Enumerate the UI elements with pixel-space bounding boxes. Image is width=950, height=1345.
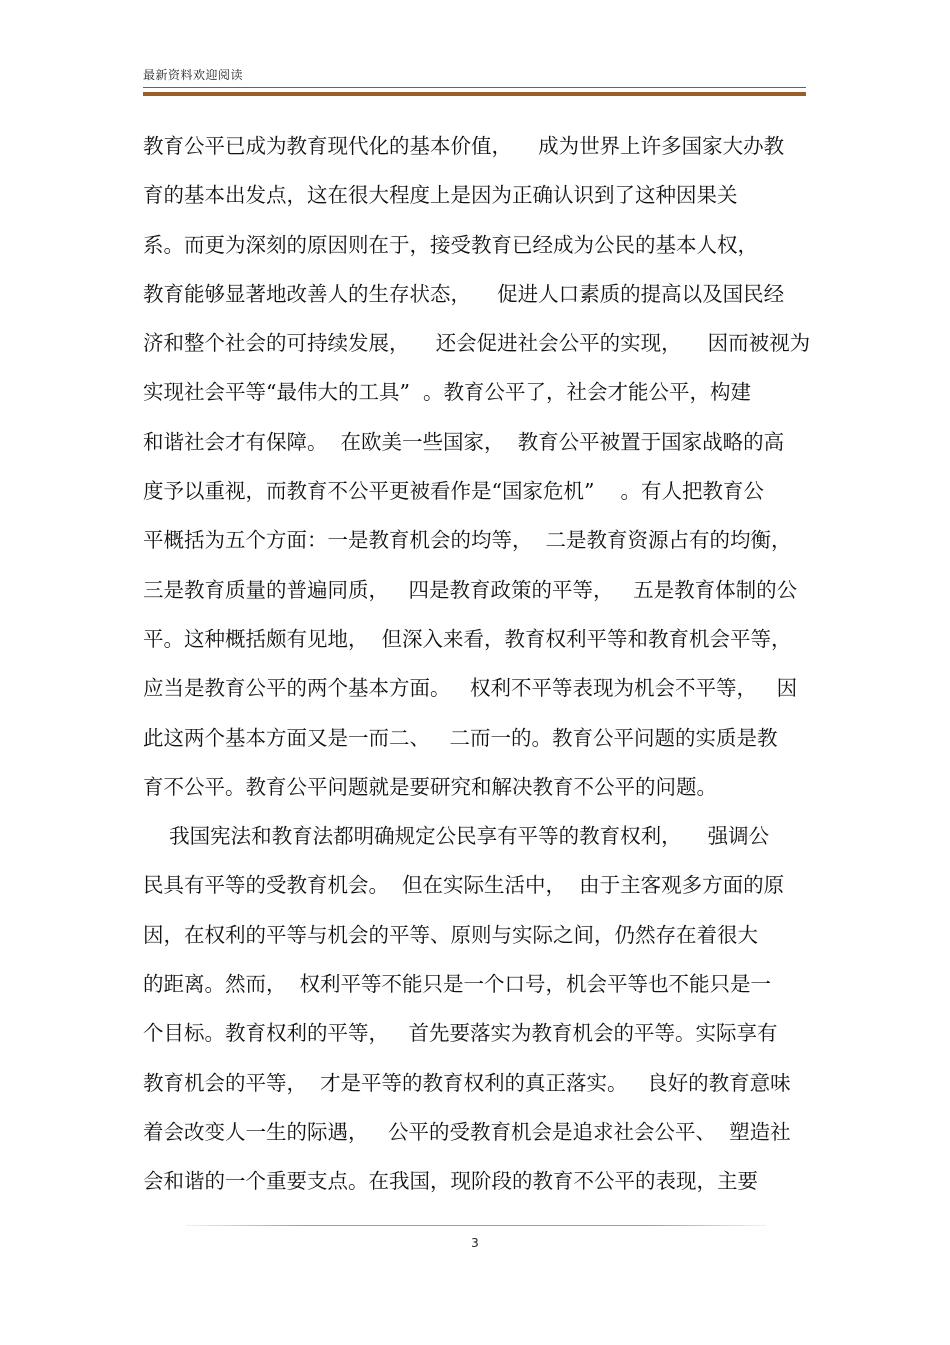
header-divider-thin <box>143 87 806 88</box>
text-line: 平。这种概括颇有见地， 但深入来看，教育权利平等和教育机会平等， <box>143 626 792 651</box>
text-line: 会和谐的一个重要支点。在我国，现阶段的教育不公平的表现，主要 <box>143 1169 758 1194</box>
document-body <box>143 122 823 1207</box>
text-line: 教育机会的平等， 才是平等的教育权利的真正落实。 良好的教育意味 <box>143 1070 791 1095</box>
text-line: 民具有平等的受教育机会。 但在实际生活中， 由于主客观多方面的原 <box>143 873 785 898</box>
header-divider-thick <box>143 92 806 96</box>
text-line: 教育能够显著地改善人的生存状态， 促进人口素质的提高以及国民经 <box>143 281 785 306</box>
text-line: 着会改变人一生的际遇， 公平的受教育机会是追求社会公平、 塑造社 <box>143 1119 791 1144</box>
text-line: 育的基本出发点，这在很大程度上是因为正确认识到了这种因果关 <box>143 183 738 208</box>
text-line: 三是教育质量的普遍同质， 四是教育政策的平等， 五是教育体制的公 <box>143 577 798 602</box>
text-line: 因，在权利的平等与机会的平等、原则与实际之间，仍然存在着很大 <box>143 922 758 947</box>
footer-divider <box>186 1225 766 1226</box>
text-line: 系。而更为深刻的原因则在于，接受教育已经成为公民的基本人权， <box>143 232 758 257</box>
text-line: 个目标。教育权利的平等， 首先要落实为教育机会的平等。实际享有 <box>143 1021 778 1046</box>
text-line: 和谐社会才有保障。 在欧美一些国家， 教育公平被置于国家战略的高 <box>143 429 785 454</box>
text-line: 育不公平。教育公平问题就是要研究和解决教育不公平的问题。 <box>143 774 717 799</box>
text-line: 的距离。然而， 权利平等不能只是一个口号，机会平等也不能只是一 <box>143 972 772 997</box>
text-line: 济和整个社会的可持续发展， 还会促进社会公平的实现， 因而被视为 <box>143 331 811 356</box>
text-line: 实现社会平等“最伟大的工具” 。教育公平了，社会才能公平，构建 <box>143 380 751 405</box>
text-line: 教育公平已成为教育现代化的基本价值， 成为世界上许多国家大办教 <box>143 134 785 158</box>
text-line: 应当是教育公平的两个基本方面。 权利不平等表现为机会不平等， 因 <box>143 676 798 701</box>
page-header-text: 最新资料欢迎阅读 <box>143 68 244 82</box>
text-line: 度予以重视，而教育不公平更被看作是“国家危机” 。有人把教育公 <box>143 479 765 504</box>
page-number: 3 <box>471 1236 479 1250</box>
text-line: 我国宪法和教育法都明确规定公民享有平等的教育权利， 强调公 <box>143 824 770 849</box>
text-line: 平概括为五个方面：一是教育机会的均等， 二是教育资源占有的均衡， <box>143 528 792 553</box>
text-line: 此这两个基本方面又是一而二、 二而一的。教育公平问题的实质是教 <box>143 725 778 750</box>
